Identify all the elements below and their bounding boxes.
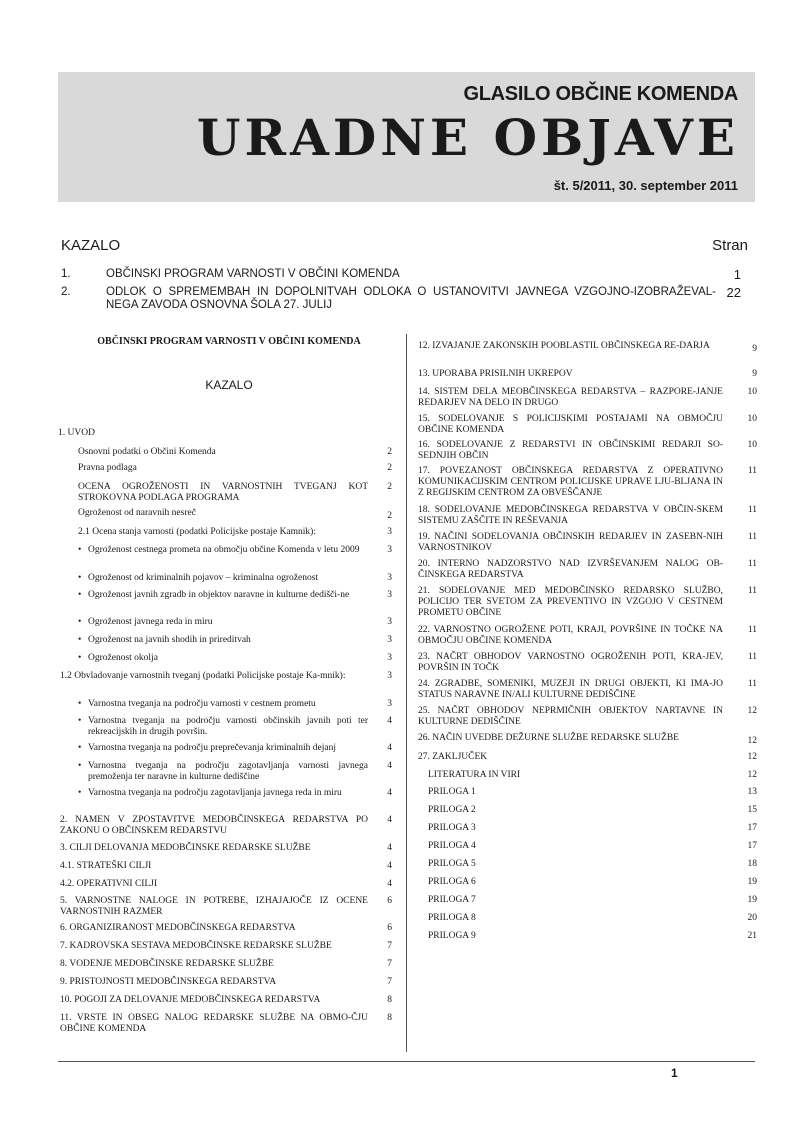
- toc-item-title: 4.1. STRATEŠKI CILJI: [60, 861, 152, 871]
- toc-item-title: Osnovni podatki o Občini Komenda: [78, 447, 216, 457]
- bullet-icon: •: [78, 716, 82, 726]
- bullet-icon: •: [78, 653, 82, 663]
- toc-item-title: Pravna podlaga: [78, 463, 137, 473]
- toc-item[interactable]: [60, 815, 392, 837]
- bullet-icon: •: [78, 590, 82, 600]
- toc-item-title: PRILOGA 1: [428, 787, 476, 797]
- masthead: [58, 72, 755, 202]
- toc-item-page: 18: [747, 859, 757, 869]
- toc-item[interactable]: [418, 414, 757, 436]
- toc-item[interactable]: [78, 743, 392, 754]
- toc-item-page: 4: [387, 861, 392, 871]
- toc-item-title: 17. POVEZANOST OBČINSKEGA REDARSTVA Z OPERATIVNO KOMUNIKACIJSKIM CENTROM POLICIJSKE UPRAVE LJU-BLJANA IN Z REGIJSKIM CENTROM ZA OBVEŠČANJE: [418, 466, 723, 498]
- toc-item-page: 2: [387, 463, 392, 473]
- toc-item-page: 11: [747, 559, 757, 569]
- toc-item-title: PRILOGA 4: [428, 841, 476, 851]
- toc-item-title: 23. NAČRT OBHODOV VARNOSTNO OGROŽENIH POTI, KRA-JEV, POVRŠIN IN TOČK: [418, 652, 723, 673]
- toc-item-title: 22. VARNOSTNO OGROŽENE POTI, KRAJI, POVRŠINE IN TOČKE NA OBMOČJU OBČINE KOMENDA: [418, 625, 723, 646]
- toc-entry-number: 2.: [61, 286, 71, 298]
- toc-item[interactable]: [78, 573, 392, 584]
- toc-item[interactable]: [418, 341, 757, 354]
- toc-item-page: 11: [747, 505, 757, 515]
- toc-item-page: 17: [747, 823, 757, 833]
- toc-item[interactable]: [418, 752, 757, 763]
- toc-item-page: 11: [747, 625, 757, 635]
- toc-item-page: 2: [387, 482, 392, 492]
- toc-item-title: 25. NAČRT OBHODOV NEPRMIČNIH OBJEKTOV NARTAVNE IN KULTURNE DEDIŠČINE: [418, 706, 723, 727]
- bullet-icon: •: [78, 761, 82, 771]
- toc-item[interactable]: [60, 671, 392, 682]
- toc-item-title: 14. SISTEM DELA MEOBČINSKEGA REDARSTVA – RAZPORE-JANJE REDARJEV NA DELO IN DRUGO: [418, 387, 723, 408]
- toc-item-page: 3: [387, 590, 392, 600]
- toc-item-page: 3: [387, 699, 392, 709]
- toc-item-title: 9. PRISTOJNOSTI MEDOBČINSKEGA REDARSTVA: [60, 977, 277, 987]
- toc-item-page: 9: [752, 344, 757, 354]
- toc-item-page: 10: [747, 414, 757, 424]
- toc-item-title: 26. NAČIN UVEDBE DEŽURNE SLUŽBE REDARSKE SLUŽBE: [418, 733, 679, 743]
- toc-item-title: 11. VRSTE IN OBSEG NALOG REDARSKE SLUŽBE NA OBMO-ČJU OBČINE KOMENDA: [60, 1013, 368, 1034]
- toc-item-title: 12. IZVAJANJE ZAKONSKIH POOBLASTIL OBČINSKEGA RE-DARJA: [418, 341, 710, 351]
- masthead-title: URADNE OBJAVE: [196, 108, 739, 167]
- toc-item-title: 15. SODELOVANJE S POLICIJSKIMI POSTAJAMI NA OBMOČJU OBČINE KOMENDA: [418, 414, 723, 435]
- toc-item-title: 7. KADROVSKA SESTAVA MEDOBČINSKE REDARSKE SLUŽBE: [60, 941, 332, 951]
- toc-item-page: 7: [387, 941, 392, 951]
- toc-entry-title: ODLOK O SPREMEMBAH IN DOPOLNITVAH ODLOKA O USTANOVITVI JAVNEGA VZGOJNO-IZOBRAŽEVAL-NEGA ZAVODA OSNOVNA ŠOLA 27. JULIJ: [106, 286, 716, 311]
- toc-item-page: 4: [387, 761, 392, 771]
- bullet-icon: •: [78, 699, 82, 709]
- bullet-icon: •: [78, 635, 82, 645]
- toc-item[interactable]: [60, 861, 392, 872]
- toc-entry-number: 1.: [61, 268, 71, 280]
- toc-item-title: 21. SODELOVANJE MED MEDOBČINSKO REDARSKO SLUŽBO, POLICIJO TER SVETOM ZA PREVENTIVO IN VZGOJO V CESTNEM PROMETU OBČINE: [418, 586, 723, 618]
- toc-item[interactable]: [78, 482, 392, 504]
- toc-item-page: 12: [747, 706, 757, 716]
- toc-item[interactable]: [418, 586, 757, 619]
- toc-item-title: PRILOGA 8: [428, 913, 476, 923]
- toc-item[interactable]: [418, 466, 757, 499]
- toc-item-page: 6: [387, 896, 392, 906]
- toc-item[interactable]: [60, 1013, 392, 1035]
- toc-item[interactable]: [58, 428, 368, 439]
- toc-item[interactable]: [428, 931, 757, 942]
- toc-item[interactable]: [78, 699, 392, 710]
- toc-item[interactable]: [418, 706, 757, 728]
- toc-item-page: 11: [747, 679, 757, 689]
- toc-entry-page: 1: [733, 267, 741, 282]
- bullet-icon: •: [78, 788, 82, 798]
- toc-item[interactable]: [418, 505, 757, 527]
- toc-item-page: 10: [747, 387, 757, 397]
- toc-item-title: Varnostna tveganja na področju varnosti občinskih javnih poti ter rekreacijskih in drugih površin.: [88, 716, 368, 737]
- toc-item-page: 3: [387, 527, 392, 537]
- toc-item-page: 12: [747, 770, 757, 780]
- issue-info: št. 5/2011, 30. september 2011: [553, 178, 738, 193]
- toc-item-page: 2: [387, 511, 392, 521]
- toc-item-page: 15: [747, 805, 757, 815]
- section-kazalo-heading: KAZALO: [205, 378, 253, 392]
- toc-item[interactable]: [428, 770, 757, 781]
- toc-item[interactable]: [428, 823, 757, 834]
- toc-entry-title: OBČINSKI PROGRAM VARNOSTI V OBČINI KOMENDA: [106, 268, 400, 280]
- toc-item-title: 16. SODELOVANJE Z REDARSTVI IN OBČINSKIMI REDARJI SO-SEDNJIH OBČIN: [418, 440, 723, 461]
- toc-item-page: 3: [387, 617, 392, 627]
- toc-item[interactable]: [78, 788, 392, 799]
- toc-item-title: PRILOGA 7: [428, 895, 476, 905]
- toc-item-page: 13: [747, 787, 757, 797]
- toc-item-title: 8. VODENJE MEDOBČINSKE REDARSKE SLUŽBE: [60, 959, 274, 969]
- column-divider: [406, 334, 407, 1052]
- toc-item-title: 13. UPORABA PRISILNIH UKREPOV: [418, 369, 573, 379]
- toc-item-title: 1. UVOD: [58, 428, 95, 438]
- toc-item[interactable]: [418, 440, 757, 462]
- toc-item[interactable]: [78, 545, 392, 556]
- toc-item-page: 3: [387, 573, 392, 583]
- toc-item[interactable]: [60, 923, 392, 934]
- toc-item-title: LITERATURA IN VIRI: [428, 770, 521, 780]
- toc-item[interactable]: [78, 761, 392, 783]
- toc-item-page: 4: [387, 843, 392, 853]
- toc-item-page: 17: [747, 841, 757, 851]
- toc-item-page: 19: [747, 895, 757, 905]
- toc-item[interactable]: [78, 635, 392, 646]
- toc-item-page: 4: [387, 815, 392, 825]
- toc-item-title: 18. SODELOVANJE MEDOBČINSKEGA REDARSTVA V OBČIN-SKEM SISTEMU ZAŠČITE IN REŠEVANJA: [418, 505, 723, 526]
- toc-item-title: 19. NAČINI SODELOVANJA OBČINSKIH REDARJEV IN ZASEBN-NIH VARNOSTNIKOV: [418, 532, 723, 553]
- toc-item-title: 10. POGOJI ZA DELOVANJE MEDOBČINSKEGA REDARSTVA: [60, 995, 321, 1005]
- footer-rule: [58, 1061, 755, 1062]
- toc-item-title: 3. CILJI DELOVANJA MEDOBČINSKE REDARSKE SLUŽBE: [60, 843, 311, 853]
- toc-item-title: 6. ORGANIZIRANOST MEDOBČINSKEGA REDARSTVA: [60, 923, 296, 933]
- toc-heading: KAZALO: [61, 237, 121, 254]
- toc-item[interactable]: [78, 653, 392, 664]
- toc-item[interactable]: [418, 625, 757, 647]
- toc-item-page: 11: [747, 586, 757, 596]
- toc-item[interactable]: [78, 447, 392, 458]
- toc-item-page: 11: [747, 532, 757, 542]
- toc-item[interactable]: [60, 879, 392, 890]
- toc-item-title: OCENA OGROŽENOSTI IN VARNOSTNIH TVEGANJ KOT STROKOVNA PODLAGA PROGRAMA: [78, 482, 368, 503]
- toc-item-page: 11: [747, 652, 757, 662]
- toc-item[interactable]: [418, 679, 757, 701]
- toc-entry-page: 22: [726, 285, 741, 300]
- toc-item[interactable]: [428, 805, 757, 816]
- toc-item[interactable]: [418, 733, 757, 746]
- page-number: 1: [671, 1066, 678, 1080]
- toc-item-page: 4: [387, 788, 392, 798]
- toc-item-title: 4.2. OPERATIVNI CILJI: [60, 879, 158, 889]
- toc-item[interactable]: [60, 977, 392, 988]
- toc-item-page: 7: [387, 959, 392, 969]
- toc-item-page: 8: [387, 1013, 392, 1023]
- toc-item[interactable]: [418, 387, 757, 409]
- toc-item-page: 3: [387, 545, 392, 555]
- toc-item-title: Varnostna tveganja na področju varnosti v cestnem prometu: [88, 699, 316, 709]
- toc-item[interactable]: [78, 508, 392, 521]
- toc-item-page: 3: [387, 671, 392, 681]
- toc-item[interactable]: [78, 527, 392, 538]
- toc-item[interactable]: [60, 959, 392, 970]
- toc-item[interactable]: [60, 843, 392, 854]
- toc-item-title: Varnostna tveganja na področju zagotavljanja varnosti javnega premoženja ter naravne in kulturne dediščine: [88, 761, 368, 782]
- toc-item-page: 8: [387, 995, 392, 1005]
- toc-item-page: 21: [747, 931, 757, 941]
- toc-item[interactable]: [428, 877, 757, 888]
- toc-item[interactable]: [78, 463, 392, 474]
- toc-item[interactable]: [428, 841, 757, 852]
- bullet-icon: •: [78, 545, 82, 555]
- toc-item-title: Ogroženost od kriminalnih pojavov – kriminalna ogroženost: [88, 573, 319, 583]
- toc-item[interactable]: [78, 716, 392, 738]
- toc-item[interactable]: [60, 995, 392, 1006]
- bullet-icon: •: [78, 617, 82, 627]
- toc-item-title: 2. NAMEN V ZPOSTAVITVE MEDOBČINSKEGA REDARSTVA PO ZAKONU O OBČINSKEM REDARSTVU: [60, 815, 368, 836]
- toc-item-title: Ogroženost cestnega prometa na območju občine Komenda v letu 2009: [88, 545, 360, 555]
- toc-item-title: 27. ZAKLJUČEK: [418, 752, 488, 762]
- toc-item[interactable]: [78, 590, 392, 601]
- masthead-subtitle: GLASILO OBČINE KOMENDA: [463, 83, 738, 105]
- toc-item-title: 2.1 Ocena stanja varnosti (podatki Policijske postaje Kamnik):: [78, 527, 316, 537]
- toc-item-page: 4: [387, 743, 392, 753]
- toc-item[interactable]: [78, 617, 392, 628]
- toc-item-page: 11: [747, 466, 757, 476]
- toc-item-page: 6: [387, 923, 392, 933]
- toc-item[interactable]: [428, 859, 757, 870]
- toc-item[interactable]: [60, 896, 392, 918]
- toc-item-title: Ogroženost okolja: [88, 653, 158, 663]
- toc-item-title: 24. ZGRADBE, SOMENIKI, MUZEJI IN DRUGI OBJEKTI, KI IMA-JO STATUS NARAVNE IN/ALI KULTURNE DEDIŠČINE: [418, 679, 723, 700]
- toc-item-title: PRILOGA 3: [428, 823, 476, 833]
- bullet-icon: •: [78, 743, 82, 753]
- toc-item-title: Ogroženost od naravnih nesreč: [78, 508, 196, 518]
- toc-item-page: 9: [752, 369, 757, 379]
- toc-item-title: Varnostna tveganja na področju zagotavljanja javnega reda in miru: [88, 788, 342, 798]
- section-title: OBČINSKI PROGRAM VARNOSTI V OBČINI KOMENDA: [97, 336, 361, 347]
- toc-item-title: PRILOGA 9: [428, 931, 476, 941]
- toc-item-title: Ogroženost javnega reda in miru: [88, 617, 213, 627]
- toc-item-page: 20: [747, 913, 757, 923]
- toc-item-title: 20. INTERNO NADZORSTVO NAD IZVRŠEVANJEM NALOG OB-ČINSKEGA REDARSTVA: [418, 559, 723, 580]
- toc-item-page: 7: [387, 977, 392, 987]
- toc-item-page: 4: [387, 879, 392, 889]
- toc-item-title: PRILOGA 5: [428, 859, 476, 869]
- toc-item-page: 2: [387, 447, 392, 457]
- toc-item[interactable]: [60, 941, 392, 952]
- toc-item-title: Ogroženost javnih zgradb in objektov naravne in kulturne dedišči-ne: [88, 590, 350, 600]
- toc-item-page: 10: [747, 440, 757, 450]
- toc-item-page: 12: [747, 752, 757, 762]
- toc-item-title: 1.2 Obvladovanje varnostnih tveganj (podatki Policijske postaje Ka-mnik):: [60, 671, 346, 681]
- toc-item[interactable]: [418, 652, 757, 674]
- toc-item-title: 5. VARNOSTNE NALOGE IN POTREBE, IZHAJAJOČE IZ OCENE VARNOSTNIH RAZMER: [60, 896, 368, 917]
- toc-item-title: Ogroženost na javnih shodih in prireditvah: [88, 635, 251, 645]
- toc-item-page: 12: [747, 736, 757, 746]
- toc-item[interactable]: [428, 913, 757, 924]
- toc-item[interactable]: [418, 532, 757, 554]
- toc-item[interactable]: [428, 787, 757, 798]
- toc-item[interactable]: [418, 559, 757, 581]
- toc-item[interactable]: [428, 895, 757, 906]
- toc-item-page: 3: [387, 635, 392, 645]
- toc-item-title: PRILOGA 2: [428, 805, 476, 815]
- toc-item-page: 19: [747, 877, 757, 887]
- toc-item[interactable]: [418, 369, 757, 380]
- toc-item-page: 3: [387, 653, 392, 663]
- toc-item-title: Varnostna tveganja na področju preprečevanja kriminalnih dejanj: [88, 743, 336, 753]
- toc-item-page: 4: [387, 716, 392, 726]
- toc-item-title: PRILOGA 6: [428, 877, 476, 887]
- toc-page-heading: Stran: [712, 237, 748, 254]
- bullet-icon: •: [78, 573, 82, 583]
